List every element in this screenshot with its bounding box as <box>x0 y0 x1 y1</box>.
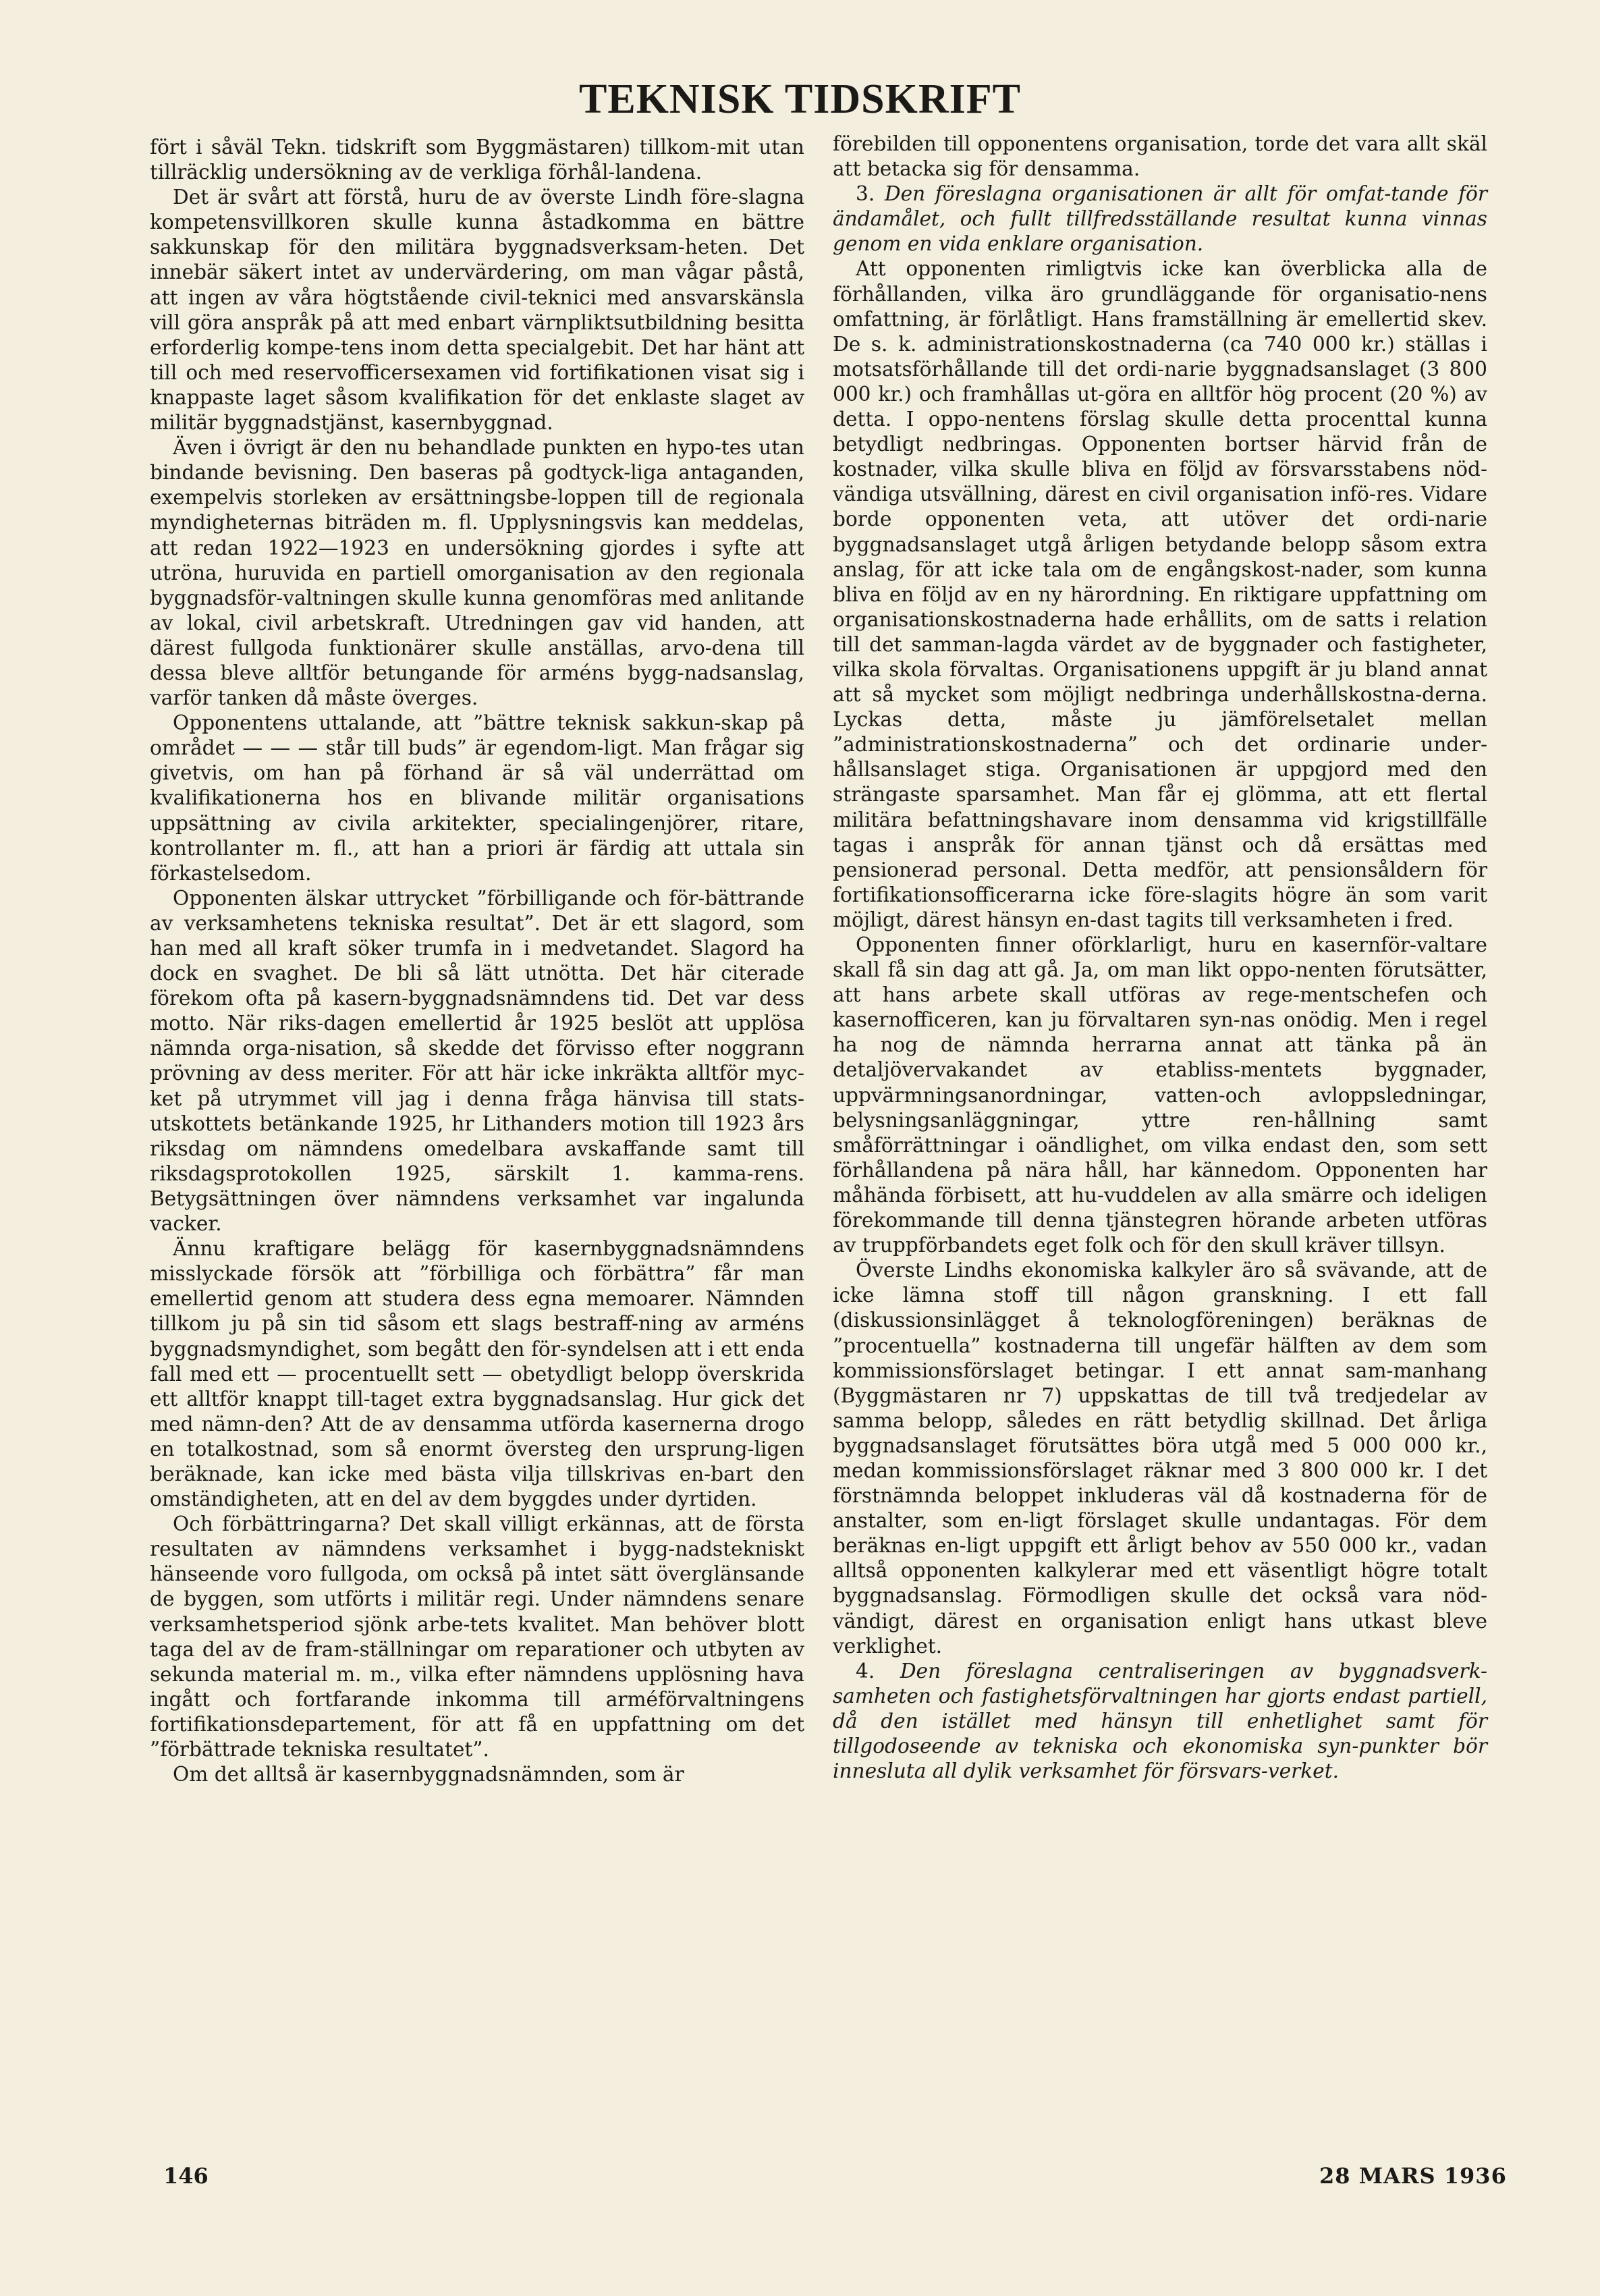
paragraph: Opponenten finner oförklarligt, huru en kasernför-valtare skall få sin dag att gå. Ja, om man likt oppo-nenten förutsätter, att hans arbete skall utföras av rege-mentschefen och kasernofficeren, kan ju förvaltaren syn-nas onödig. Men i regel ha nog de nämnda herrarna annat att tänka på än detaljövervakandet av etabliss-mentets byggnader, uppvärmningsanordningar, vatten-och avloppsledningar, belysningsanläggningar, yttre ren-hållning samt småförrättningar i oändlighet, om vilka endast den, som sett förhållandena på nära håll, har kännedom. Opponenten har måhända förbisett, att hu-vuddelen av alla smärre och ideligen förekommande till denna tjänstegren hörande arbeten utföras av truppförbandets eget folk och för den skull kräver tillsyn. <box>833 933 1487 1257</box>
numbered-heading <box>833 182 1487 256</box>
point-number: 3. <box>856 182 875 206</box>
numbered-heading <box>833 1659 1487 1784</box>
paragraph: förebilden till opponentens organisation, torde det vara allt skäl att betacka sig för densamma. <box>833 132 1487 181</box>
paragraph: fört i såväl Tekn. tidskrift som Byggmästaren) tillkom-mit utan tillräcklig undersökning av de verkliga förhål-landena. <box>150 136 804 184</box>
paragraph: Opponentens uttalande, att ”bättre teknisk sakkun-skap på området — — — står till buds” är egendom-ligt. Man frågar sig givetvis, om han på förhand är så väl underrättad om kvalifikationerna hos en blivande militär organisations uppsättning av civila arkitekter, specialingenjörer, ritare, kontrollanter m. fl., att han a priori är färdig att uttala sin förkastelsedom. <box>150 711 804 885</box>
paragraph: Om det alltså är kasernbyggnadsnämnden, som är <box>173 1763 684 1786</box>
right-column <box>833 132 1487 1784</box>
journal-masthead: TEKNISK TIDSKRIFT <box>578 76 1021 122</box>
point-text: Den föreslagna centraliseringen av byggnadsverk-samheten och fastighetsförvaltningen har gjorts endast partiell, då den istället med hänsyn till enhetlighet samt för tillgodoseende av tekniska och ekonomiska syn-punkter bör inneslutа all dylik verksamhet för försvars-verket. <box>833 1659 1487 1783</box>
point-text: Den föreslagna organisationen är allt för omfat-tande för ändamålet, och fullt tillfredsställande resultat kunna vinnas genom en vida enklare organisation. <box>833 182 1487 256</box>
paragraph: Och förbättringarna? Det skall villigt erkännas, att de första resultaten av nämndens verksamhet i bygg-nadstekniskt hänseende voro fullgoda, om också på intet sätt överglänsande de byggen, som utförts i militär regi. Under nämndens senare verksamhetsperiod sjönk arbe-tets kvalitet. Man behöver blott taga del av de fram-ställningar om reparationer och utbyten av sekunda material m. m., vilka efter nämndens upplösning hava ingått och fortfarande inkomma till arméförvaltningens fortifikationsdepartement, för att få en uppfattning om det ”förbättrade tekniska resultatet”. <box>150 1512 804 1761</box>
issue-date: 28 MARS 1936 <box>1319 2163 1507 2189</box>
paragraph: Överste Lindhs ekonomiska kalkyler äro så svävande, att de icke lämna stoff till någon granskning. I ett fall (diskussionsinlägget å teknologföreningen) beräknas de ”procentuella” kostnaderna till ungefär hälften av dem som kommissionsförslaget betingar. I ett annat sam-manhang (Byggmästaren nr 7) uppskattas de till två tredjedelar av samma belopp, således en rätt betydlig skillnad. Det årliga byggnadsanslaget förutsättes böra utgå med 5 000 000 kr., medan kommissionsförslaget räknar med 3 800 000 kr. I det förstnämnda beloppet inkluderas väl då kostnaderna för de anstalter, som en-ligt förslaget skulle undantagas. För dem beräknas en-ligt uppgift ett årligt behov av 550 000 kr., vadan alltså opponenten kalkylerar med ett väsentligt högre totalt byggnadsanslag. Förmodligen skulle det också vara nöd-vändigt, därest en organisation enligt hans utkast bleve verklighet. <box>833 1259 1487 1658</box>
page-number: 146 <box>163 2163 209 2189</box>
paragraph: Ännu kraftigare belägg för kasernbyggnadsnämndens misslyckade försök att ”förbilliga och förbättra” får man emellertid genom att studera dess egna memoarer. Nämnden tillkom ju på sin tid såsom ett slags bestraff-ning av arméns byggnadsmyndighet, som begått den för-syndelsen att i ett enda fall med ett — procentuellt sett — obetydligt belopp överskrida ett alltför knappt till-taget extra byggnadsanslag. Hur gick det med nämn-den? Att de av densamma utförda kasernerna drogo en totalkostnad, som så enormt översteg den ursprung-ligen beräknade, kan icke med bästa vilja tillskrivas en-bart den omständigheten, att en del av dem byggdes under dyrtiden. <box>150 1237 804 1511</box>
paragraph: Det är svårt att förstå, huru de av överste Lindh före-slagna kompetensvillkoren skulle kunna åstadkomma en bättre sakkunskap för den militära byggnadsverksam-heten. Det innebär säkert intet av undervärdering, om man vågar påstå, att ingen av våra högtstående civil-teknici med ansvarskänsla vill göra anspråk på att med enbart värnpliktsutbildning besitta erforderlig kompe-tens inom detta specialgebit. Det har hänt att till och med reservofficersexamen vid fortifikationen visat sig i knappaste laget såsom kvalifikation för det enklaste slaget av militär byggnadstjänst, kasernbyggnad. <box>150 186 804 435</box>
paragraph: Även i övrigt är den nu behandlade punkten en hypo-tes utan bindande bevisning. Den baseras på godtyck-liga antaganden, exempelvis storleken av ersättningsbe-loppen till de regionala myndigheternas biträden m. fl. Upplysningsvis kan meddelas, att redan 1922—1923 en undersökning gjordes i syfte att utröna, huruvida en partiell omorganisation av den regionala byggnadsför-valtningen skulle kunna genomföras med anlitande av lokal, civil arbetskraft. Utredningen gav vid handen, att därest fullgoda funktionärer skulle anställas, arvo-dena till dessa bleve alltför betungande för arméns bygg-nadsanslag, varför tanken då måste överges. <box>150 436 804 710</box>
left-column <box>150 135 804 1787</box>
paragraph: Opponenten älskar uttrycket ”förbilligande och för-bättrande av verksamhetens tekniska resultat”. Det är ett slagord, som han med all kraft söker trumfa in i medvetandet. Slagord ha dock en svaghet. De bli så lätt utnötta. Det här citerade förekom ofta på kasern-byggnadsnämndens tid. Det var dess motto. När riks-dagen emellertid år 1925 beslöt att upplösa nämnda orga-nisation, så skedde det förvisso efter noggrann prövning av dess meriter. För att här icke inkräkta alltför myc-ket på utrymmet vill jag i denna fråga hänvisa till stats-utskottets betänkande 1925, hr Lithanders motion till 1923 års riksdag om nämndens omedelbara avskaffande samt till riksdagsprotokollen 1925, särskilt 1. kamma-rens. Betygsättningen över nämndens verksamhet var ingalunda vacker. <box>150 886 804 1236</box>
paragraph: Att opponenten rimligtvis icke kan överblicka alla de förhållanden, vilka äro grundläggande för organisatio-nens omfattning, är förlåtligt. Hans framställning är emellertid skev. De s. k. administrationskostnaderna (ca 740 000 kr.) ställas i motsatsförhållande till det ordi-narie byggnadsanslaget (3 800 000 kr.) och framhållas ut-göra en alltför hög procent (20 %) av detta. I oppo-nentens förslag skulle detta procenttal kunna betydligt nedbringas. Opponenten bortser härvid från de kostnader, vilka skulle bliva en följd av försvarsstabens nöd-vändiga utsvällning, därest en civil organisation infö-res. Vidare borde opponenten veta, att utöver det ordi-narie byggnadsanslaget utgå årligen betydande belopp såsom extra anslag, för att icke tala om de engångskost-nader, som kunna bliva en följd av en ny härordning. En riktigare uppfattning om organisationskostnaderna hade erhållits, om de satts i relation till det samman-lagda värdet av de byggnader och fastigheter, vilka skola förvaltas. Organisationens uppgift är ju bland annat att så mycket som möjligt nedbringa underhållskostna-derna. Lyckas detta, måste ju jämförelsetalet mellan ”administrationskostnaderna” och det ordinarie under-hållsanslaget stiga. Organisationen är uppgjord med den strängaste sparsamhet. Man får ej glömma, att ett flertal militära befattningshavare inom densamma vid krigstillfälle tagas i anspråk för annan tjänst och då ersättas med pensionerad personal. Detta medför, att pensionsåldern för fortifikationsofficerarna icke före-slagits högre än som varit möjligt, därest hänsyn en-dast tagits till verksamheten i fred. <box>833 257 1487 931</box>
point-number: 4. <box>856 1659 875 1683</box>
